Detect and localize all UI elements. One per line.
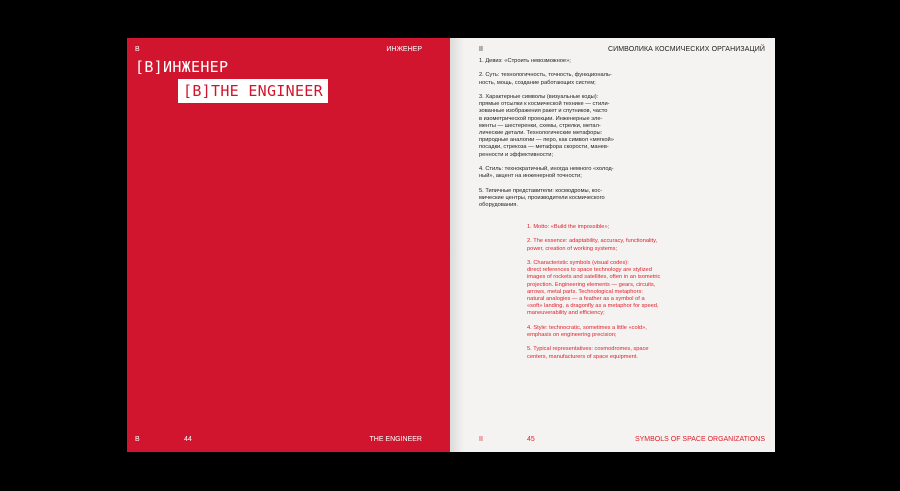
ru-item: 1. Девиз: «Строить невозможное»; [479, 58, 571, 64]
right-header-section: II [479, 46, 483, 53]
en-item: 3. Characteristic symbols (visual codes): direct references to space technology are stylized images of rockets and satellites, often in an isometric projection. Engineering elements — gears, circuits, arrows, metal parts. Technological metaphors: natural analogies — a feather as a symbol of a «soft» landing, a dragonfly as a metaphor for speed, maneuverability and efficiency; [527, 259, 661, 317]
title-english: [B]THE ENGINEER [178, 79, 328, 103]
right-footer-section: II [479, 436, 483, 443]
ru-item: 2. Суть: технологичность, точность, функциональ- ность, мощь, создание работающих систем; [479, 72, 612, 86]
ru-item: 5. Типичные представители: космодромы, кос- мические центры, производители космического оборудования. [479, 187, 605, 208]
en-item: 2. The essence: adaptability, accuracy, functionality, power, creation of working systems; [527, 238, 658, 252]
en-item: 5. Typical representatives: cosmodromes, space centers, manufacturers of space equipment. [527, 346, 649, 360]
left-footer-title: THE ENGINEER [369, 436, 422, 443]
right-page-number: 45 [527, 436, 535, 443]
russian-text-block [479, 58, 649, 216]
right-header-title: СИМВОЛИКА КОСМИЧЕСКИХ ОРГАНИЗАЦИЙ [607, 46, 765, 53]
ru-item: 3. Характерные символы (визуальные коды): прямые отсылки к космической технике — стили- зованные изображения ракет и спутников, часто в изометрической проекции. Инженерные эле- менты — шестеренки, схемы, стрелки, метал- лические детали. Технологические метафоры: природные аналогии — перо, как символ «мягкой» посадки, стрекоза — метафора скорости, манев- ренности и эффективности; [479, 93, 614, 158]
left-footer-section: B [135, 436, 140, 443]
left-header-title: ИНЖЕНЕР [386, 46, 422, 53]
title-russian: [B]ИНЖЕНЕР [135, 58, 229, 76]
page-fold-shadow [450, 38, 464, 452]
english-text-block [527, 224, 677, 368]
left-page-number: 44 [184, 436, 192, 443]
en-item: 4. Style: technocratic, sometimes a little «cold», emphasis on engineering precision; [527, 324, 647, 338]
left-header-section: B [135, 46, 140, 53]
left-page [127, 38, 450, 452]
en-item: 1. Motto: «Build the impossible»; [527, 224, 610, 230]
ru-item: 4. Стиль: технократичный, иногда немного «холод- ный», акцент на инженерной точности; [479, 166, 614, 180]
right-page [450, 38, 775, 452]
right-footer-title: SYMBOLS OF SPACE ORGANIZATIONS [634, 436, 765, 443]
